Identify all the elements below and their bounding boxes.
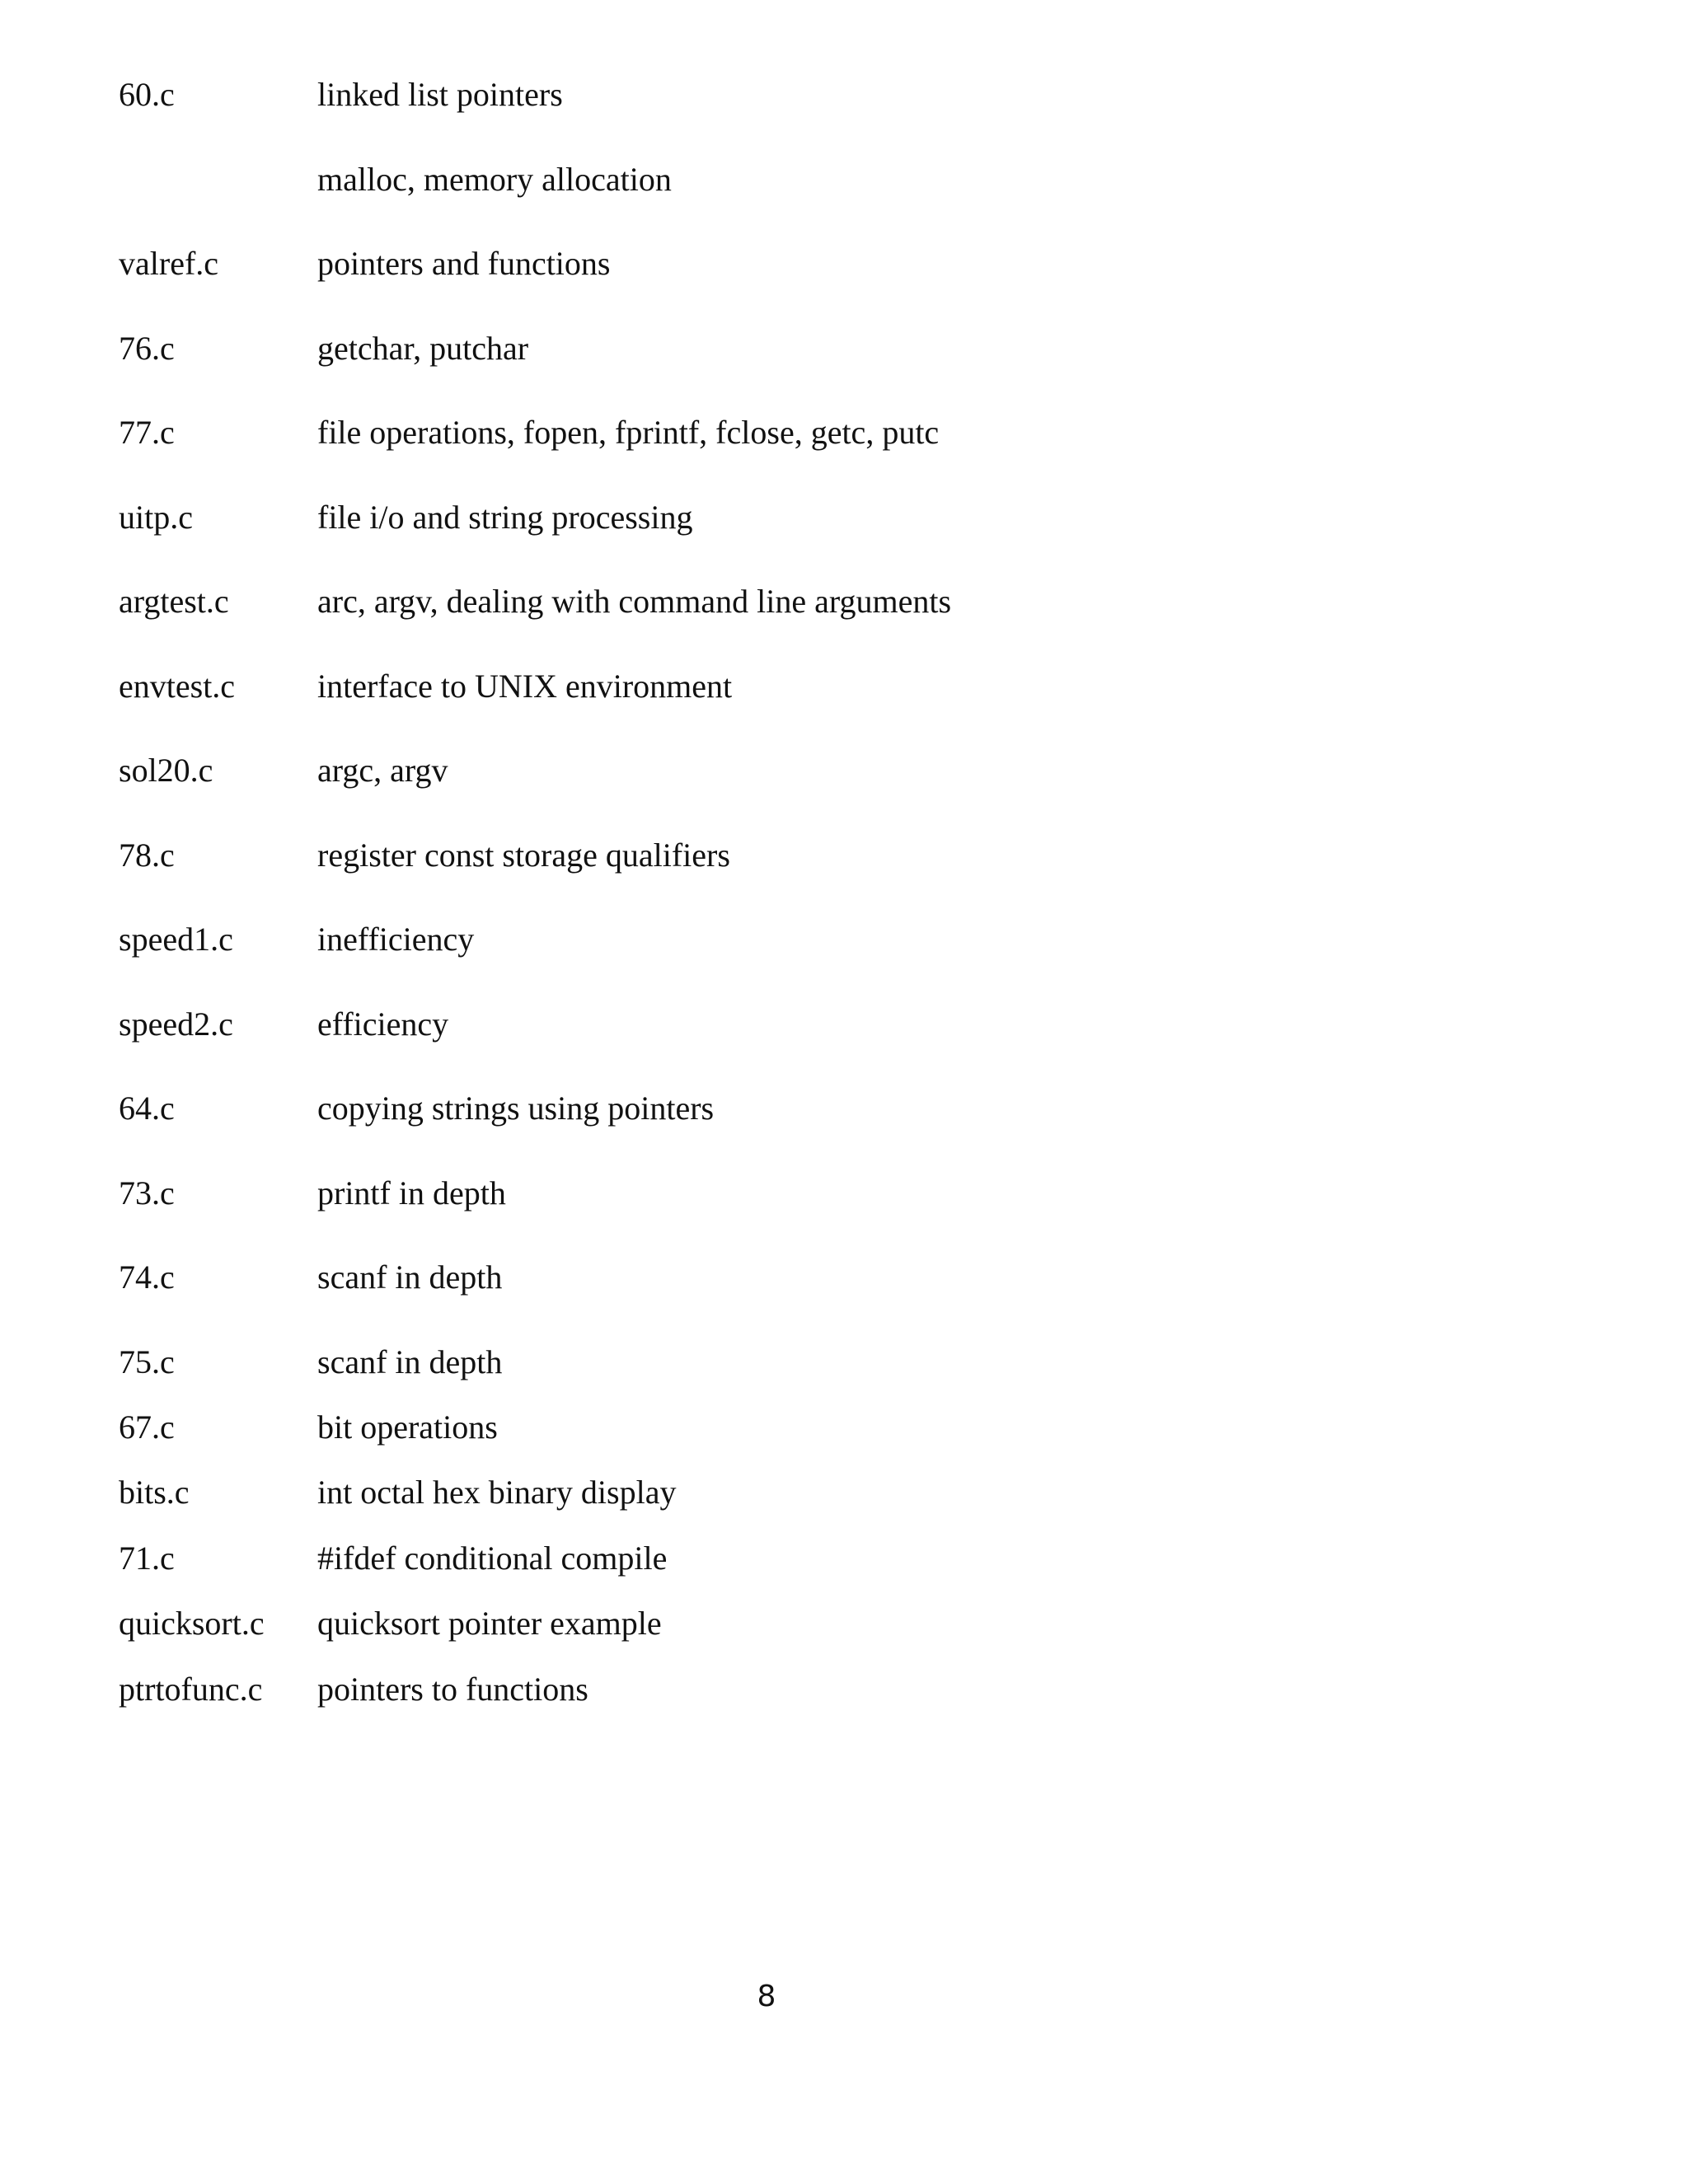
file-name: 60.c <box>119 76 175 113</box>
list-item <box>0 662 1688 711</box>
file-description: bit operations <box>317 1408 498 1446</box>
file-name: sol20.c <box>119 752 213 789</box>
file-name: 75.c <box>119 1343 175 1380</box>
list-item <box>0 577 1688 626</box>
file-description: malloc, memory allocation <box>317 161 672 198</box>
file-description: argc, argv <box>317 752 448 789</box>
file-description: arc, argv, dealing with command line arguments <box>317 583 952 620</box>
file-description: #ifdef conditional compile <box>317 1540 668 1577</box>
file-name: uitp.c <box>119 499 193 536</box>
list-item <box>0 1468 1688 1517</box>
file-name: 73.c <box>119 1174 175 1212</box>
file-description: inefficiency <box>317 921 475 958</box>
file-description: getchar, putchar <box>317 330 529 367</box>
file-name: envtest.c <box>119 668 236 705</box>
list-item <box>0 493 1688 542</box>
file-description: file i/o and string processing <box>317 499 693 536</box>
file-description: int octal hex binary display <box>317 1474 677 1511</box>
file-description: interface to UNIX environment <box>317 668 733 705</box>
file-name: 78.c <box>119 837 175 874</box>
file-name: valref.c <box>119 245 219 282</box>
file-description: register const storage qualifiers <box>317 837 730 874</box>
list-item <box>0 1253 1688 1302</box>
page-number: 8 <box>757 1980 776 2013</box>
list-item <box>0 324 1688 373</box>
file-name: 74.c <box>119 1258 175 1296</box>
file-description: pointers to functions <box>317 1671 588 1708</box>
list-item <box>0 239 1688 288</box>
file-name: argtest.c <box>119 583 229 620</box>
list-item <box>0 408 1688 457</box>
file-description: scanf in depth <box>317 1343 503 1380</box>
list-item <box>0 70 1688 120</box>
list-item <box>0 1665 1688 1714</box>
file-name: speed1.c <box>119 921 233 958</box>
file-name: 76.c <box>119 330 175 367</box>
file-description: efficiency <box>317 1005 449 1043</box>
list-item <box>0 1084 1688 1133</box>
file-name: bits.c <box>119 1474 190 1511</box>
list-item <box>0 915 1688 964</box>
file-name: 64.c <box>119 1090 175 1127</box>
file-description: quicksort pointer example <box>317 1605 662 1642</box>
file-name: 67.c <box>119 1408 175 1446</box>
file-description: printf in depth <box>317 1174 506 1212</box>
file-name: 77.c <box>119 414 175 451</box>
file-description: scanf in depth <box>317 1258 503 1296</box>
file-description: copying strings using pointers <box>317 1090 715 1127</box>
list-item <box>0 1599 1688 1648</box>
list-item <box>0 1403 1688 1452</box>
file-name: speed2.c <box>119 1005 233 1043</box>
file-name: quicksort.c <box>119 1605 265 1642</box>
list-item <box>0 1338 1688 1387</box>
list-item <box>0 1534 1688 1583</box>
list-item <box>0 1169 1688 1218</box>
list-item <box>0 746 1688 795</box>
file-description: pointers and functions <box>317 245 611 282</box>
file-description: linked list pointers <box>317 76 563 113</box>
list-item <box>0 155 1688 204</box>
list-item <box>0 831 1688 880</box>
file-name: ptrtofunc.c <box>119 1671 263 1708</box>
file-name: 71.c <box>119 1540 175 1577</box>
file-description: file operations, fopen, fprintf, fclose, getc, putc <box>317 414 940 451</box>
list-item <box>0 1000 1688 1049</box>
